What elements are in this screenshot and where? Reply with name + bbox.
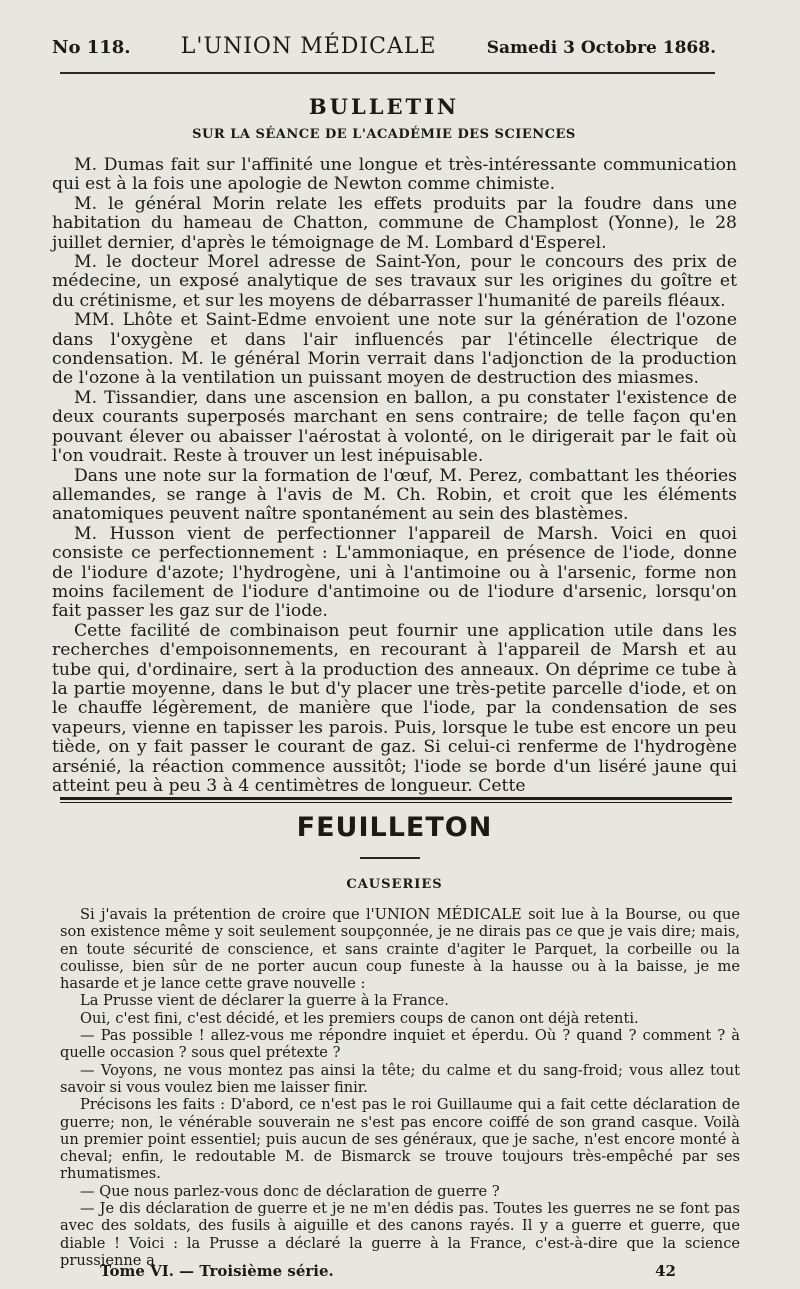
issue-date: Samedi 3 Octobre 1868. [486,38,716,58]
feuilleton-paragraph: Oui, c'est fini, c'est décidé, et les premiers coups de canon ont déjà retenti. [80,1009,639,1027]
feuilleton-body [60,906,740,1269]
feuilleton-paragraph: — Pas possible ! allez-vous me répondre inquiet et éperdu. Où ? quand ? comment ? à quelle occasion ? sous quel prétexte ? [60,1027,740,1062]
bulletin-paragraph: M. le docteur Morel adresse de Saint-Yon, pour le concours des prix de médecine, un exposé analytique de ses travaux sur les origines du goître et du crétinisme, et sur les moyens de débarrasser l'humanité de pareils fléaux. [52,252,737,311]
causeries-subtitle: CAUSERIES [346,877,443,892]
feuilleton-paragraph: — Que nous parlez-vous donc de déclaration de guerre ? [80,1182,500,1200]
bulletin-paragraph: M. Husson vient de perfectionner l'appareil de Marsh. Voici en quoi consiste ce perfectionnement : L'ammoniaque, en présence de l'iode, donne de l'iodure d'azote; l'hydrogène, uni à l'antimoine ou à l'arsenic, forme non moins facilement de l'iodure d'antimoine ou de l'iodure d'arsenic, lorsqu'on fait passer les gaz sur de l'iode. [52,523,737,622]
header-rule [60,72,715,74]
bulletin-title: BULLETIN [308,94,460,119]
feuilleton-title: FEUILLETON [296,812,493,843]
title-underline [360,857,420,859]
feuilleton-paragraph: — Voyons, ne vous montez pas ainsi la tête; du calme et du sang-froid; vous allez tout savoir si vous voulez bien me laisser finir. [60,1061,740,1096]
bulletin-body [52,156,737,796]
bulletin-paragraph: Cette facilité de combinaison peut fournir une application utile dans les recherches d'empoisonnements, en recourant à l'appareil de Marsh et au tube qui, d'ordinaire, sert à la production des anneaux. On déprime ce tube à la partie moyenne, dans le but d'y placer une très-petite parcelle d'iode, et on le chauffe légèrement, de manière que l'iode, par la condensation de ses vapeurs, vienne en tapisser les parois. Puis, lorsque le tube est encore un peu tiède, on y fait passer le courant de gaz. Si celui-ci renferme de l'hydrogène arsénié, la réaction commence aussitôt; l'iode se borde d'un liséré jaune qui atteint peu à peu 3 à 4 centimètres de longueur. Cette [52,620,737,796]
bulletin-paragraph: M. le général Morin relate les effets produits par la foudre dans une habitation du hameau de Chatton, commune de Champlost (Yonne), le 28 juillet dernier, d'après le témoignage de M. Lombard d'Esperel. [52,193,737,253]
bulletin-paragraph: Dans une note sur la formation de l'œuf, M. Perez, combattant les théories allemandes, se range à l'avis de M. Ch. Robin, et croit que les éléments anatomiques peuvent naître spontanément au sein des blastèmes. [52,465,737,525]
bulletin-paragraph: M. Dumas fait sur l'affinité une longue et très-intéressante communication qui est à la fois une apologie de Newton comme chimiste. [52,155,737,195]
bulletin-paragraph: MM. Lhôte et Saint-Edme envoient une note sur la génération de l'ozone dans l'oxygène et dans l'air influencés par l'étincelle électrique de condensation. M. le général Morin verrait dans l'adjonction de la production de l'ozone à la ventilation un puissant moyen de destruction des miasmes. [52,310,737,389]
bulletin-paragraph: M. Tissandier, dans une ascension en ballon, a pu constater l'existence de deux courants superposés marchant en sens contraire; de telle façon qu'en pouvant élever ou abaisser l'aérostat à volonté, on le dirigerait par le fait où l'on voudrait. Reste à trouver un lest inépuisable. [52,387,737,467]
feuilleton-paragraph: Précisons les faits : D'abord, ce n'est pas le roi Guillaume qui a fait cette déclaration de guerre; non, le vénérable souverain ne s'est pas encore coiffé de son grand casque. Voilà un premier point essentiel; puis aucun de ses généraux, que je sache, n'est encore monté à cheval; enfin, le redoutable M. de Bismarck se trouve toujours très-empêché par ses rhumatismes. [60,1096,740,1183]
feuilleton-paragraph: — Je dis déclaration de guerre et je ne m'en dédis pas. Toutes les guerres ne se font pas avec des soldats, des fusils à aiguille et des canons rayés. Il y a guerre et guerre, que diable ! Voici : la Prusse a déclaré la guerre à la France, c'est-à-dire que la science prussienne a [60,1200,740,1269]
bulletin-subtitle: SUR LA SÉANCE DE L'ACADÉMIE DES SCIENCES [192,127,576,142]
issue-number: No 118. [52,37,131,58]
page-header [52,34,716,66]
page-footer [100,1262,700,1280]
volume-label: Tome VI. — Troisième série. [100,1262,334,1280]
section-divider [60,797,732,803]
page-number: 42 [655,1262,676,1280]
feuilleton-paragraph: La Prusse vient de déclarer la guerre à la France. [80,992,449,1010]
feuilleton-paragraph: Si j'avais la prétention de croire que l'UNION MÉDICALE soit lue à la Bourse, ou que son existence même y soit seulement soupçonnée, je ne dirais pas ce que je vais dire; mais, en toute sécurité de conscience, et sans crainte d'agiter le Parquet, la corbeille ou la coulisse, bien sûr de ne porter aucun coup funeste à la hausse ou à la baisse, je me hasarde et je lance cette grave nouvelle : [60,906,740,993]
journal-title: L'UNION MÉDICALE [180,34,437,59]
